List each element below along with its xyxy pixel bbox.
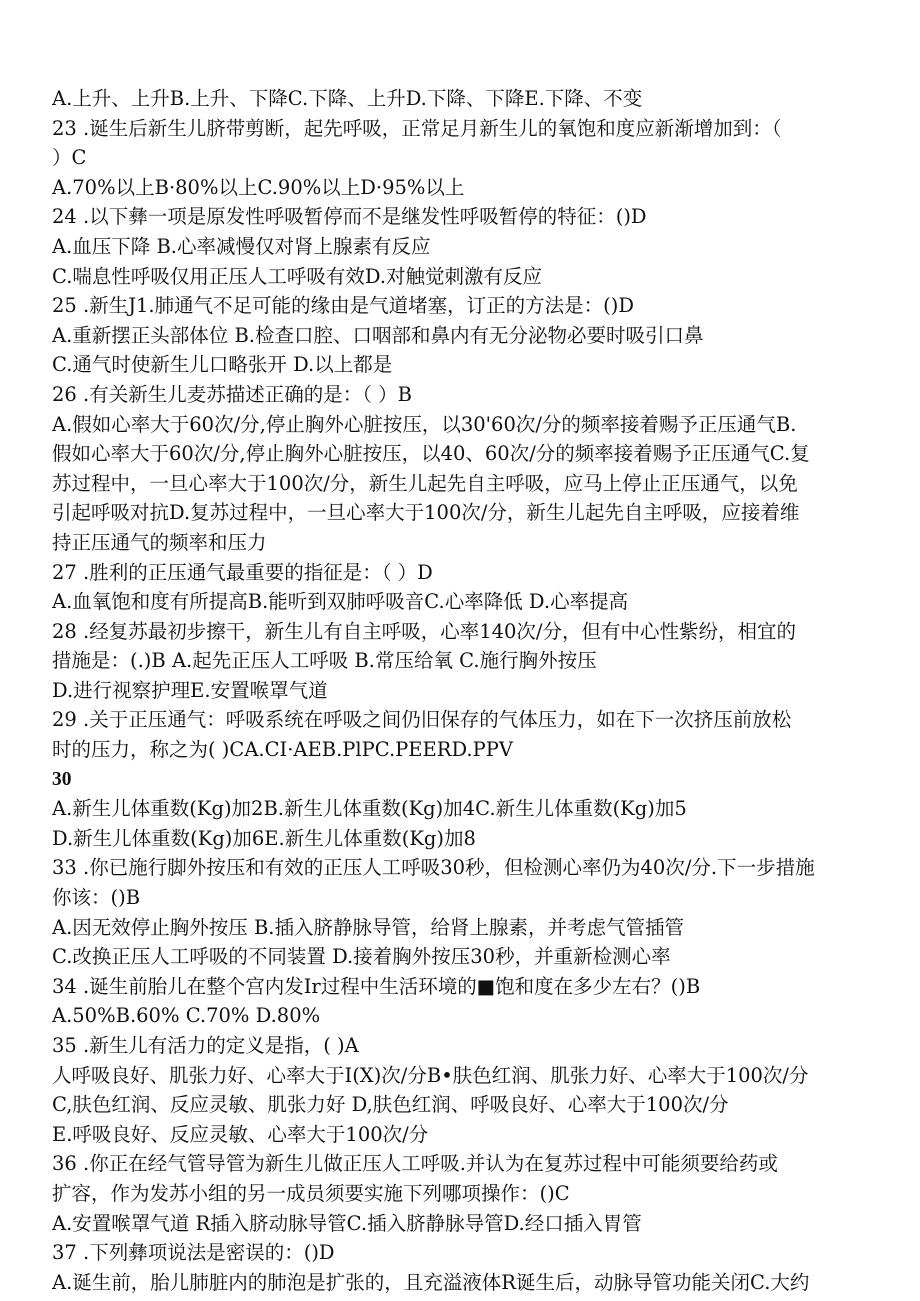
text-line: C.喘息性呼吸仅用正压人工呼吸有效D.对触觉刺激有反应 [52,264,543,288]
text-line: A.血氧饱和度有所提高B.能听到双肺呼吸音C.心率降低 D.心率提高 [52,590,629,614]
question-35: 35 .新生儿有活力的定义是指，( )A [52,1034,359,1057]
text-line: ）C [52,146,87,170]
text-line: 假如心率大于60次/分,停止胸外心脏按压，以40、60次/分的频率接着赐予正压通气C.复 [52,442,810,466]
text-line: 时的压力，称之为( )CA.CI·AEB.PlPC.PEERD.PPV [52,738,513,762]
text-line: E.呼吸良好、反应灵敏、心率大于100次/分 [52,1122,429,1146]
text-line: 持正压通气的频率和压力 [52,530,267,554]
question-36: 36 .你正在经气管导管为新生儿做正压人工呼吸.并认为在复苏过程中可能须要给药或 [52,1152,778,1176]
text-line: 苏过程中，一旦心率大于100次/分，新生儿起先自主呼吸，应马上停止正压通气，以免 [52,471,798,495]
text-line: C.通气时使新生儿口略张开 D.以上都是 [52,353,393,377]
text-line: C.改换正压人工呼吸的不同装置 D.接着胸外按压30秒，并重新检测心率 [52,945,671,969]
question-37: 37 .下列彝项说法是密误的：()D [52,1241,335,1265]
text-line: 引起呼吸对抗D.复苏过程中，一旦心率大于100次/分，新生儿起先自主呼吸，应接着维 [52,501,800,525]
text-line: A.假如心率大于60次/分,停止胸外心脏按压，以30'60次/分的频率接着赐予正压通气B. [52,412,797,436]
text-line: 扩容，作为发苏小组的另一成员须要实施下列哪项操作：()C [52,1181,570,1205]
question-28: 28 .经复苏最初步擦干，新生儿有自主呼吸，心率140次/分，但有中心性紫纷，相宜的 [52,619,796,643]
question-23: 23 .诞生后新生儿脐带剪断，起先呼吸，正常足月新生儿的氧饱和度应新渐增加到：（ [52,116,782,140]
text-line: A.上升、上升B.上升、下降C.下降、上升D.下降、下降E.下降、不变 [52,87,643,110]
text-line: 人呼吸良好、肌张力好、心率大于I(X)次/分B•肤色红润、肌张力好、心率大于100次/分 [52,1063,809,1087]
text-line: A.新生儿体重数(Kg)加2B.新生儿体重数(Kg)加4C.新生儿体重数(Kg)加5 [52,797,687,821]
text-line: D.新生儿体重数(Kg)加6E.新生儿体重数(Kg)加8 [52,826,476,850]
text-line: A.血压下降 B.心率减慢仅对肾上腺素有反应 [52,234,431,258]
text-line: 你该：()B [52,886,141,910]
text-line: D.进行视察护理E.安置喉罩气道 [52,678,328,702]
text-line: A.重新摆正头部体位 B.检查口腔、口咽部和鼻内有无分泌物必要时吸引口鼻 [52,323,704,347]
text-line: A.诞生前，胎儿肺脏内的肺泡是扩张的，且充溢液体R诞生后，动脉导管功能关闭C.大约 [52,1270,810,1294]
question-24: 24 .以下彝一项是原发性呼吸暂停而不是继发性呼吸暂停的特征：()D [52,205,647,229]
question-27: 27 .胜利的正压通气最重要的指征是：（ ）D [52,560,433,584]
text-line: A.50%B.60% C.70% D.80% [52,1004,321,1028]
question-34: 34 .诞生前胎儿在整个宫内发Ir过程中生活环境的■饱和度在多少左右？()B [52,974,701,998]
text-line: A.因无效停止胸外按压 B.插入脐静脉导管，给肾上腺素，并考虑气管插管 [52,915,685,939]
question-29: 29 .关于正压通气：呼吸系统在呼吸之间仍旧保存的气体压力，如在下一次挤压前放松 [52,708,792,732]
text-line: A.70%以上B·80%以上C.90%以上D·95%以上 [52,175,465,199]
text-line: C,肤色红润、反应灵敏、肌张力好 D,肤色红润、呼吸良好、心率大于100次/分 [52,1093,729,1117]
question-30: 30 [52,768,72,790]
text-line: 措施是：(.)B A.起先正压人工呼吸 B.常压给氧 C.施行胸外按压 [52,649,597,673]
question-25: 25 .新生J1.肺通气不足可能的缘由是气道堵塞，订正的方法是：()D [52,294,634,318]
text-line: A.安置喉罩气道 R插入脐动脉导管C.插入脐静脉导管D.经口插入胃管 [52,1211,642,1235]
question-33: 33 .你已施行脚外按压和有效的正压人工呼吸30秒，但检测心率仍为40次/分.下一步措施 [52,856,815,880]
question-26: 26 .有关新生儿麦苏描述正确的是：（ ）B [52,382,412,406]
